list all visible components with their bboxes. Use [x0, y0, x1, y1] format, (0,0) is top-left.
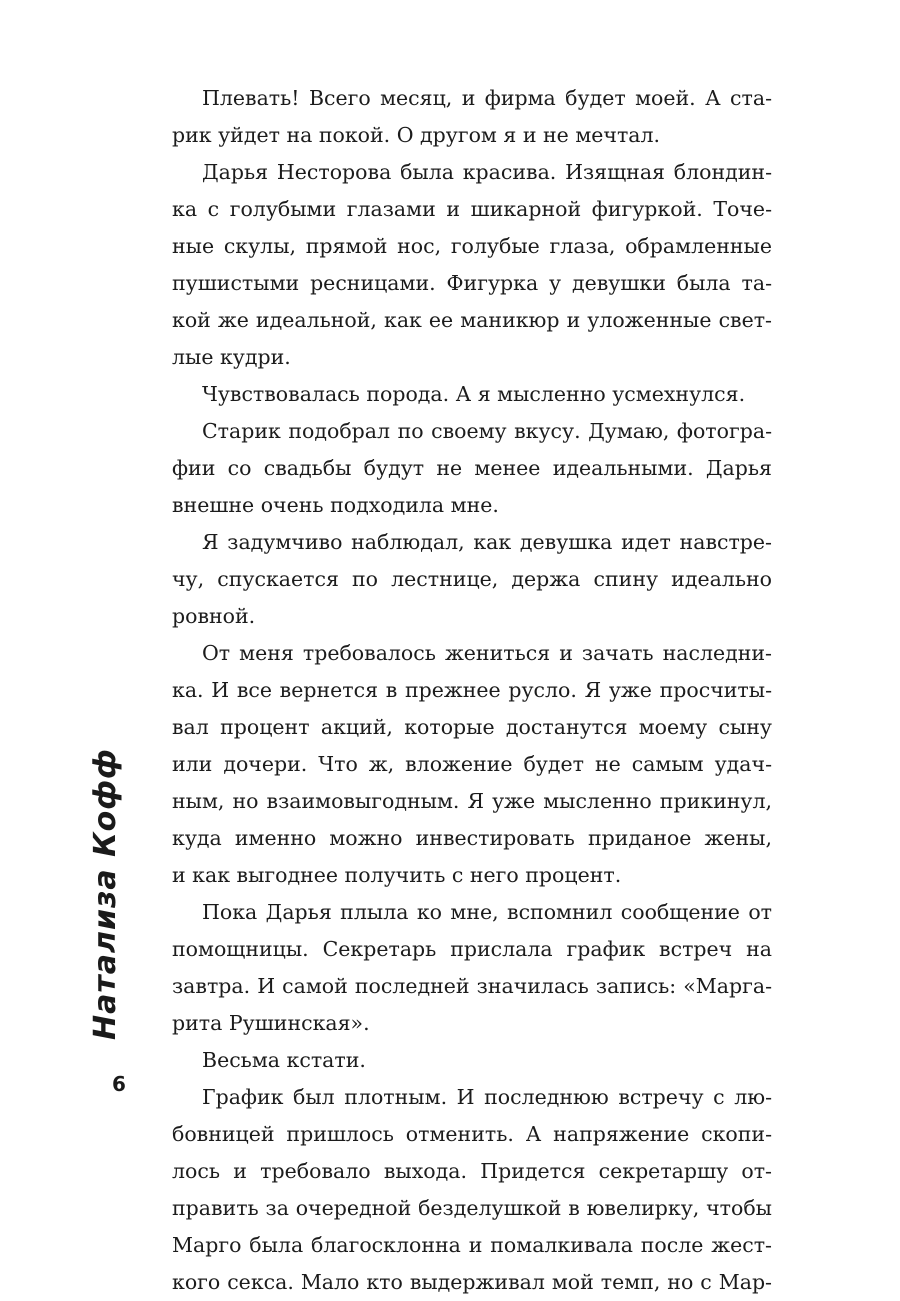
text-line: Дарья Несторова была красива. Изящная блондин-	[202, 160, 772, 184]
text-line: пушистыми ресницами. Фигурка у девушки была та-	[172, 271, 772, 295]
text-line: бовницей пришлось отменить. А напряжение скопи-	[172, 1122, 772, 1146]
text-line: рик уйдет на покой. О другом я и не мечтал.	[172, 123, 661, 147]
text-line: От меня требовалось жениться и зачать наследни-	[202, 641, 772, 665]
paragraph	[172, 376, 772, 413]
text-line: рита Рушинская».	[172, 1011, 370, 1035]
paragraph	[172, 154, 772, 376]
paragraph	[172, 635, 772, 894]
text-line: фии со свадьбы будут не менее идеальными. Дарья	[172, 456, 772, 480]
text-line: Плевать! Всего месяц, и фирма будет моей. А ста-	[202, 86, 772, 110]
text-line: помощницы. Секретарь прислала график встреч на	[172, 937, 772, 961]
text-line: Чувствовалась порода. А я мысленно усмехнулся.	[202, 382, 746, 406]
text-line: лось и требовало выхода. Придется секретаршу от-	[172, 1159, 772, 1183]
text-line: кой же идеальной, как ее маникюр и уложенные свет-	[172, 308, 772, 332]
paragraph	[172, 80, 772, 154]
text-line: кого секса. Мало кто выдерживал мой темп, но с Мар-	[172, 1270, 772, 1294]
page-number: 6	[112, 1072, 126, 1096]
text-line: Марго была благосклонна и помалкивала после жест-	[172, 1233, 772, 1257]
text-line: и как выгоднее получить с него процент.	[172, 863, 622, 887]
text-line: Старик подобрал по своему вкусу. Думаю, фотогра-	[202, 419, 772, 443]
text-line: вал процент акций, которые достанутся моему сыну	[172, 715, 772, 739]
paragraph	[172, 894, 772, 1042]
text-line: ным, но взаимовыгодным. Я уже мысленно прикинул,	[172, 789, 772, 813]
paragraph	[172, 1042, 772, 1079]
text-line: График был плотным. И последнюю встречу с лю-	[202, 1085, 772, 1109]
text-line: ка с голубыми глазами и шикарной фигуркой. Точе-	[172, 197, 772, 221]
text-line: Весьма кстати.	[202, 1048, 366, 1072]
text-line: Пока Дарья плыла ко мне, вспомнил сообщение от	[202, 900, 772, 924]
text-line: внешне очень подходила мне.	[172, 493, 499, 517]
text-line: править за очередной безделушкой в ювелирку, чтобы	[172, 1196, 772, 1220]
text-line: завтра. И самой последней значилась запись: «Марга-	[172, 974, 772, 998]
text-line: чу, спускается по лестнице, держа спину идеально	[172, 567, 772, 591]
text-line: ные скулы, прямой нос, голубые глаза, обрамленные	[172, 234, 772, 258]
body-text	[172, 80, 772, 1301]
text-line: Я задумчиво наблюдал, как девушка идет навстре-	[202, 530, 772, 554]
text-line: или дочери. Что ж, вложение будет не самым удач-	[172, 752, 772, 776]
text-line: лые кудри.	[172, 345, 291, 369]
text-line: куда именно можно инвестировать приданое жены,	[172, 826, 772, 850]
paragraph	[172, 1079, 772, 1301]
text-line: ка. И все вернется в прежнее русло. Я уже просчиты-	[172, 678, 772, 702]
paragraph	[172, 413, 772, 524]
paragraph	[172, 524, 772, 635]
author-name-vertical: Натализа Кофф	[88, 748, 123, 1040]
text-line: ровной.	[172, 604, 256, 628]
